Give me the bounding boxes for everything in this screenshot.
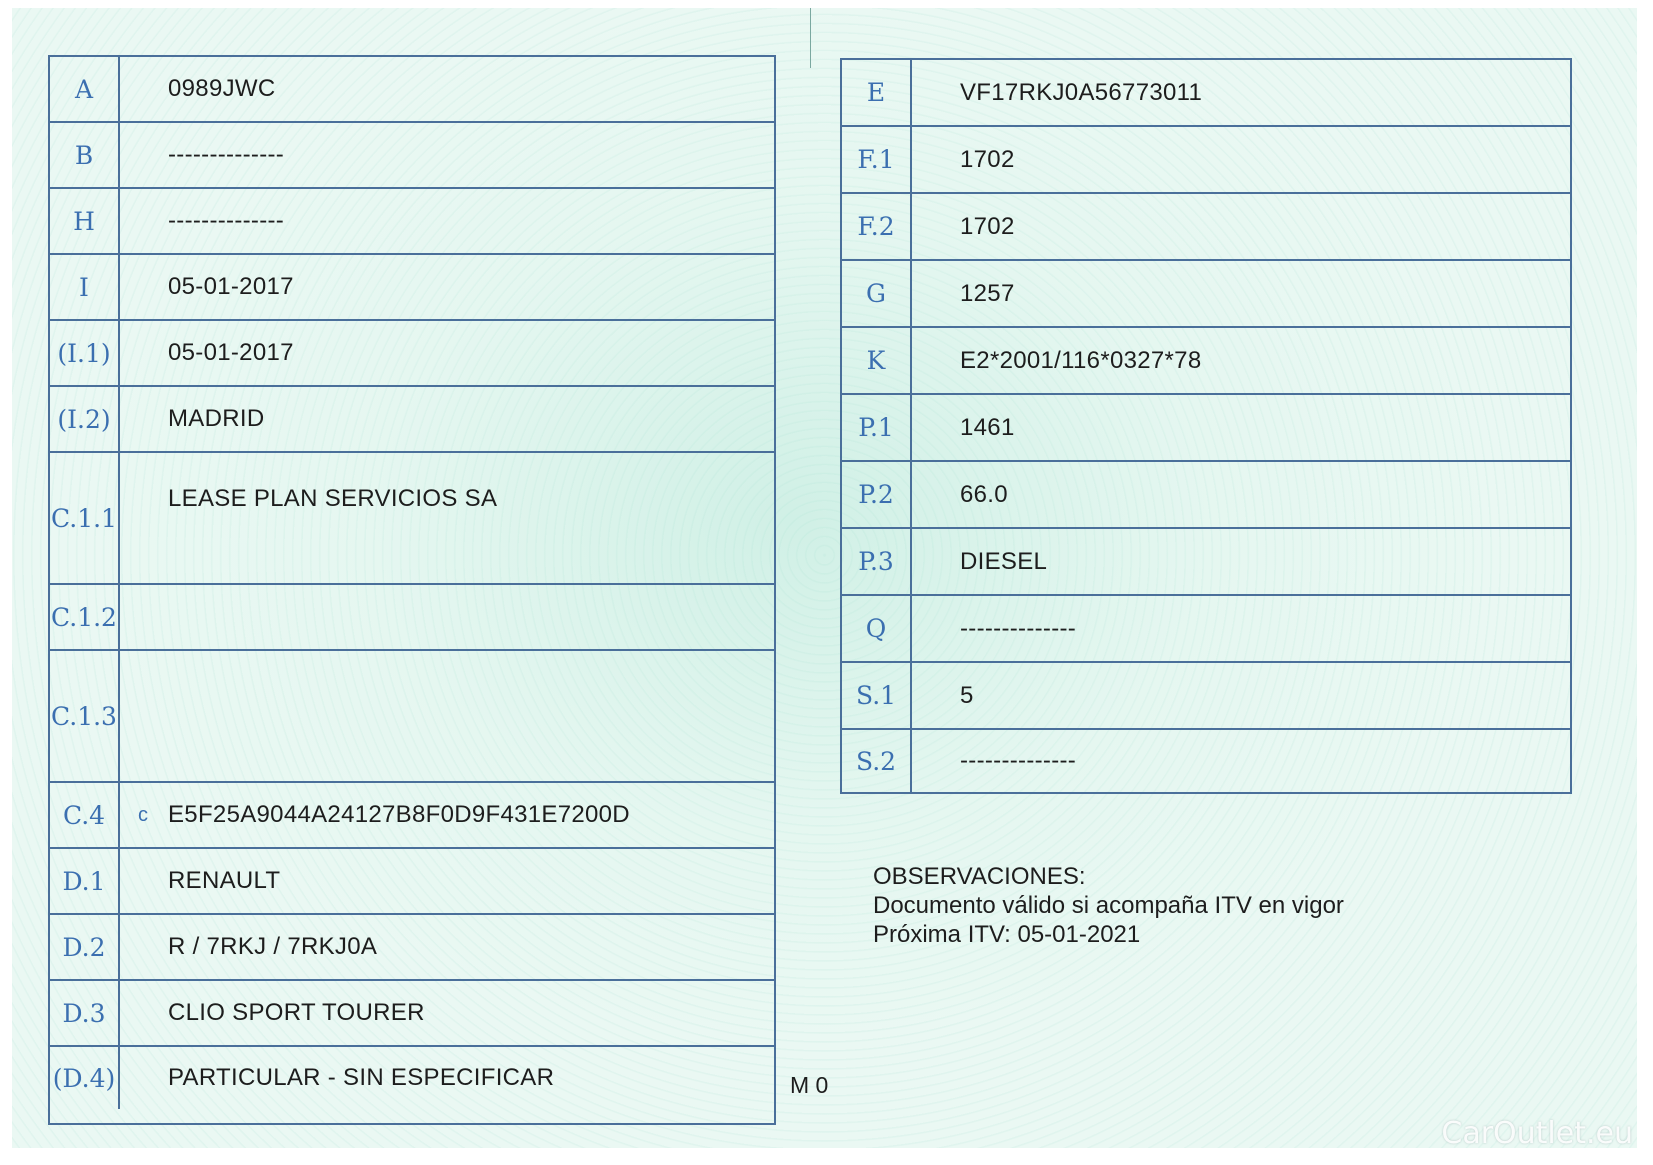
table-row (50, 651, 774, 783)
field-value: CLIO SPORT TOURER (168, 999, 425, 1026)
table-row (50, 255, 774, 321)
field-value-text: E5F25A9044A24127B8F0D9F431E7200D (168, 801, 630, 828)
table-row (842, 194, 1570, 261)
field-value (120, 783, 774, 847)
field-value: 1257 (960, 279, 1015, 307)
right-table (840, 58, 1572, 794)
fold-line (810, 8, 811, 68)
field-value: MADRID (168, 405, 265, 432)
table-row (842, 663, 1570, 730)
field-code: (D.4) (50, 1047, 120, 1109)
table-row (50, 387, 774, 453)
observaciones-line: Documento válido si acompaña ITV en vigor (873, 892, 1344, 919)
field-prefix: c (138, 803, 149, 826)
table-row (50, 915, 774, 981)
field-code: D.1 (50, 849, 120, 913)
field-code: C.1.3 (50, 651, 120, 781)
field-code: K (842, 328, 912, 393)
field-code: F.1 (842, 127, 912, 192)
field-code: C.4 (50, 783, 120, 847)
field-code: P.1 (842, 395, 912, 460)
field-value: 05-01-2017 (168, 273, 294, 300)
field-value (120, 651, 774, 781)
document-mark: M 0 (790, 1072, 829, 1098)
field-code: S.1 (842, 663, 912, 728)
field-code: A (50, 57, 120, 121)
field-value: -------------- (960, 747, 1077, 774)
field-value: 66.0 (960, 480, 1008, 508)
field-value: R / 7RKJ / 7RKJ0A (168, 933, 378, 960)
table-row (50, 321, 774, 387)
field-value: VF17RKJ0A56773011 (960, 78, 1203, 106)
field-value: 1702 (960, 145, 1015, 173)
table-row (842, 529, 1570, 596)
table-row (842, 328, 1570, 395)
table-row (842, 127, 1570, 194)
field-code: (I.2) (50, 387, 120, 451)
table-row (50, 453, 774, 585)
field-value: -------------- (960, 614, 1077, 642)
observaciones-line: Próxima ITV: 05-01-2021 (873, 921, 1141, 948)
table-row (842, 596, 1570, 663)
table-row (50, 585, 774, 651)
table-row (842, 462, 1570, 529)
field-code: F.2 (842, 194, 912, 259)
field-value: -------------- (168, 207, 285, 234)
field-code: E (842, 60, 912, 125)
field-code: D.2 (50, 915, 120, 979)
field-value (120, 585, 774, 649)
field-value: E2*2001/116*0327*78 (960, 346, 1202, 374)
field-value: 0989JWC (168, 75, 276, 102)
left-table (48, 55, 776, 1125)
observaciones-block (873, 862, 1344, 949)
field-value: DIESEL (960, 547, 1048, 575)
field-code: D.3 (50, 981, 120, 1045)
field-value: 05-01-2017 (168, 339, 294, 366)
field-code: B (50, 123, 120, 187)
table-row (50, 123, 774, 189)
field-value: 1702 (960, 212, 1015, 240)
field-code: (I.1) (50, 321, 120, 385)
field-code: C.1.2 (50, 585, 120, 649)
field-code: Q (842, 596, 912, 661)
field-value: 5 (960, 681, 974, 709)
table-row (50, 1047, 774, 1109)
table-row (842, 60, 1570, 127)
field-code: I (50, 255, 120, 319)
field-value: 1461 (960, 413, 1015, 441)
table-row (50, 189, 774, 255)
field-code: S.2 (842, 730, 912, 792)
table-row (50, 783, 774, 849)
table-row (50, 57, 774, 123)
table-row (842, 730, 1570, 792)
field-value: RENAULT (168, 867, 281, 894)
field-code: H (50, 189, 120, 253)
table-row (50, 849, 774, 915)
observaciones-heading: OBSERVACIONES: (873, 863, 1086, 890)
field-code: C.1.1 (50, 453, 120, 583)
field-value: LEASE PLAN SERVICIOS SA (168, 485, 498, 512)
field-value: PARTICULAR - SIN ESPECIFICAR (168, 1064, 555, 1091)
field-code: P.3 (842, 529, 912, 594)
field-value: -------------- (168, 141, 285, 168)
table-row (50, 981, 774, 1047)
watermark-logo: CarOutlet.eu (1441, 1116, 1633, 1151)
table-row (842, 395, 1570, 462)
field-code: P.2 (842, 462, 912, 527)
field-code: G (842, 261, 912, 326)
table-row (842, 261, 1570, 328)
